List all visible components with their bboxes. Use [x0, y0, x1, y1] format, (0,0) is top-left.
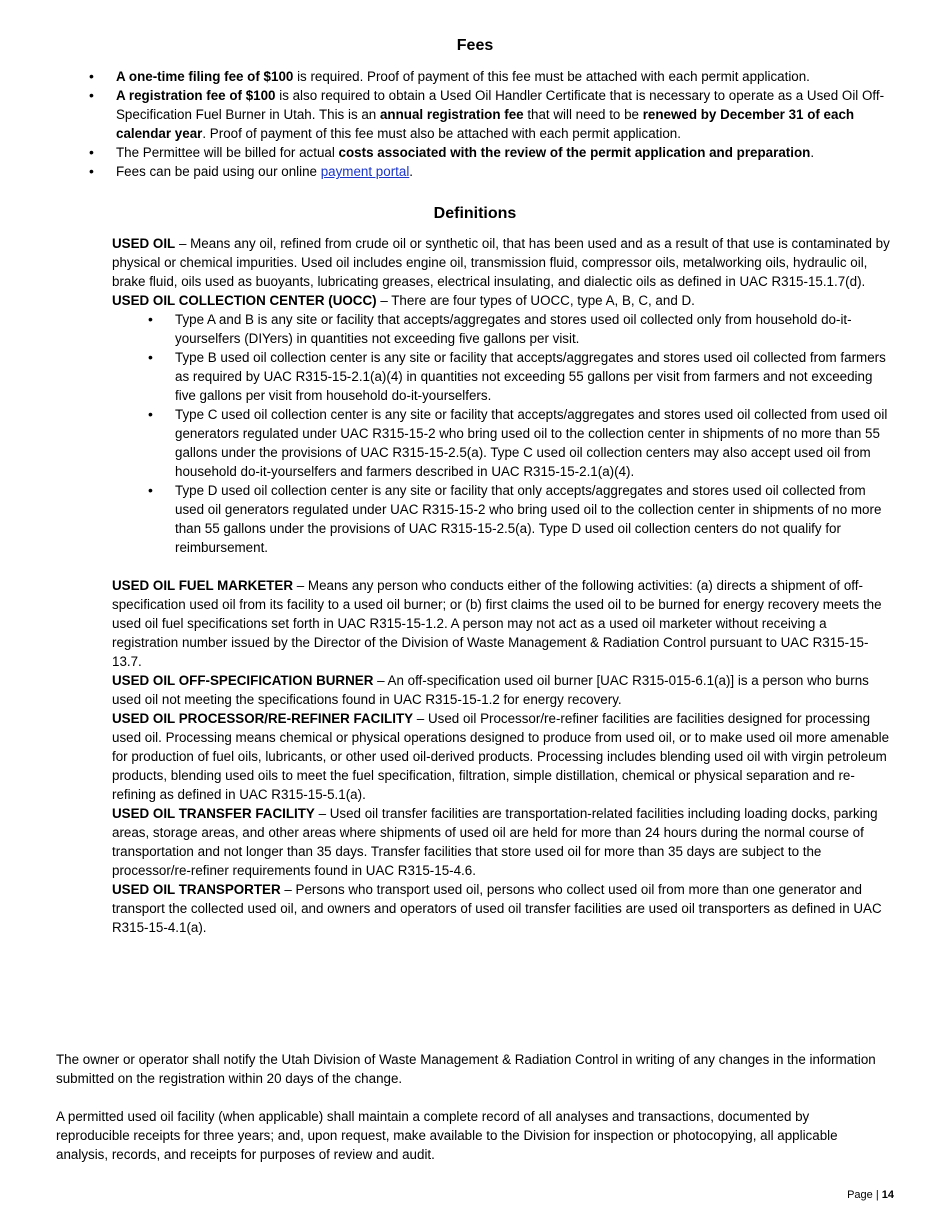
def-term: USED OIL TRANSFER FACILITY [112, 806, 315, 821]
def-off-spec-burner [112, 671, 896, 709]
def-used-oil [112, 234, 896, 291]
def-text: – Persons who transport used oil, persons who collect used oil from more than one generator and transport the collected used oil, and owners and operators of used oil transfer facilities are used oil transporters as defined in UAC R315-15-4.1(a). [112, 882, 882, 935]
def-text: – Used oil Processor/re-refiner facilities are facilities designed for processing used oil. Processing means chemical or physical operations designed to produce from used oil, or to make used oil more amenable for production of fuel oils, lubricants, or other used oil-derived products. Processing includes blending used oil with virgin petroleum products, blending used oils to meet the fuel specification, filtration, simple distillation, chemical or physical separation and re-refining as defined in UAC R315-15-5.1(a). [112, 711, 890, 802]
fee-text: . Proof of payment of this fee must also be attached with each permit application. [202, 126, 681, 141]
fee-item-payment [116, 162, 898, 181]
uocc-type-item: • Type B used oil collection center is any site or facility that accepts/aggregates and stores used oil collected from farmers as required by UAC R315-15-2.1(a)(4) in quantities not exceeding 55 gallons per visit from farmers and not exceeding five gallons per visit from household do-it-yourselfers. [175, 348, 895, 405]
uocc-type-list [175, 310, 895, 557]
def-term: USED OIL FUEL MARKETER [112, 578, 294, 593]
def-term: USED OIL TRANSPORTER [112, 882, 281, 897]
fee-text: is required. Proof of payment of this fee must be attached with each permit application. [293, 69, 810, 84]
fees-heading: Fees [456, 37, 494, 54]
def-term: USED OIL OFF-SPECIFICATION BURNER [112, 673, 374, 688]
fee-item-filing [116, 67, 898, 86]
fee-text: is also required to obtain a Used Oil Handler Certificate that is necessary to operate as a Used Oil Off-Specification Fuel Burner in Utah. This is an [116, 88, 885, 122]
fee-text: . [810, 145, 815, 160]
fee-bold: A one-time filing fee of $100 [116, 69, 294, 84]
def-text: – An off-specification used oil burner [UAC R315-015-6.1(a)] is a person who burns used oil not meeting the specifications found in UAC R315-15-1.2 for energy recovery. [112, 673, 869, 707]
fee-bold: annual registration fee [379, 107, 524, 122]
uocc-type-item: • Type A and B is any site or facility that accepts/aggregates and stores used oil collected only from household do-it-yourselfers (DIYers) in quantities not exceeding five gallons per visit. [175, 310, 895, 348]
def-transporter [112, 880, 896, 937]
fee-text: The Permittee will be billed for actual [116, 145, 339, 160]
def-text: – There are four types of UOCC, type A, B, C, and D. [376, 293, 695, 308]
fee-bold: A registration fee of $100 [116, 88, 276, 103]
uocc-type-item: • Type C used oil collection center is any site or facility that accepts/aggregates and stores used oil collected from used oil generators regulated under UAC R315-15-2 who bring used oil to the collection center in shipments of no more than 55 gallons under the provisions of UAC R315-15-2.5(a). Type C used oil collection centers may also accept used oil from household do-it-yourselfers and farmers described in UAC R315-15-2.1(a)(4). [175, 405, 895, 481]
def-text: – Used oil transfer facilities are transportation-related facilities including loading docks, parking areas, storage areas, and other areas where shipments of used oil are held for more than 24 hours during the normal course of transportation and not longer than 35 days. Transfer facilities that store used oil for more than 35 days are subject to the processor/re-refiner requirements found in UAC R315-15-4.6. [112, 806, 878, 878]
fee-bold: renewed by December 31 of each calendar year [116, 107, 855, 141]
fee-text: Fees can be paid using our online [116, 164, 321, 179]
def-uocc [112, 291, 896, 310]
fee-text: that will need to be [523, 107, 643, 122]
definitions-heading: Definitions [433, 205, 517, 222]
page-footer [847, 1186, 894, 1205]
def-text: – Means any person who conducts either of the following activities: (a) directs a shipment of off-specification used oil from its facility to a used oil burner; or (b) first claims the used oil to be burned for energy recovery meets the used oil fuel specifications set forth in UAC R315-15-1.2. A person may not act as a used oil marketer without receiving a registration number issued by the Director of the Division of Waste Management & Radiation Control pursuant to UAC R315-15-13.7. [112, 578, 882, 669]
closing-paragraph-records: A permitted used oil facility (when applicable) shall maintain a complete record of all analyses and transactions, documented by reproducible receipts for three years; and, upon request, make available to the Division for inspection or photocopying, all applicable analysis, records, and receipts for purposes of review and audit. [56, 1109, 838, 1162]
fee-item-billing [116, 143, 898, 162]
fee-item-registration [116, 86, 898, 143]
def-term: USED OIL [112, 236, 176, 251]
fees-list [116, 67, 898, 181]
payment-portal-link[interactable]: payment portal [320, 164, 410, 179]
definitions-section [112, 234, 896, 937]
def-text: – Means any oil, refined from crude oil or synthetic oil, that has been used and as a result of that use is contaminated by physical or chemical impurities. Used oil includes engine oil, transmission fluid, compressor oils, metalworking oils, hydraulic oil, brake fluid, oils used as buoyants, lubricating greases, electrical insulating, and dialectic oils as defined in UAC R315-15.1.7(d). [112, 236, 890, 289]
fee-bold: costs associated with the review of the permit application and preparation [338, 145, 811, 160]
def-processor [112, 709, 896, 804]
page-label: Page | [847, 1189, 882, 1201]
def-term: USED OIL PROCESSOR/RE-REFINER FACILITY [112, 711, 414, 726]
fee-text: . [409, 164, 414, 179]
def-fuel-marketer [112, 576, 896, 671]
uocc-type-item: • Type D used oil collection center is any site or facility that only accepts/aggregates and stores used oil collected from used oil generators regulated under UAC R315-15-2 who bring used oil to the collection center in shipments of no more than 55 gallons under the provisions of UAC R315-15-2.5(a). Type D used oil collection centers do not qualify for reimbursement. [175, 481, 895, 557]
def-transfer-facility [112, 804, 896, 880]
def-term: USED OIL COLLECTION CENTER (UOCC) [112, 293, 377, 308]
page-number: 14 [881, 1189, 894, 1201]
closing-paragraph-notify: The owner or operator shall notify the Utah Division of Waste Management & Radiation Control in writing of any changes in the information submitted on the registration within 20 days of the change. [56, 1052, 876, 1086]
